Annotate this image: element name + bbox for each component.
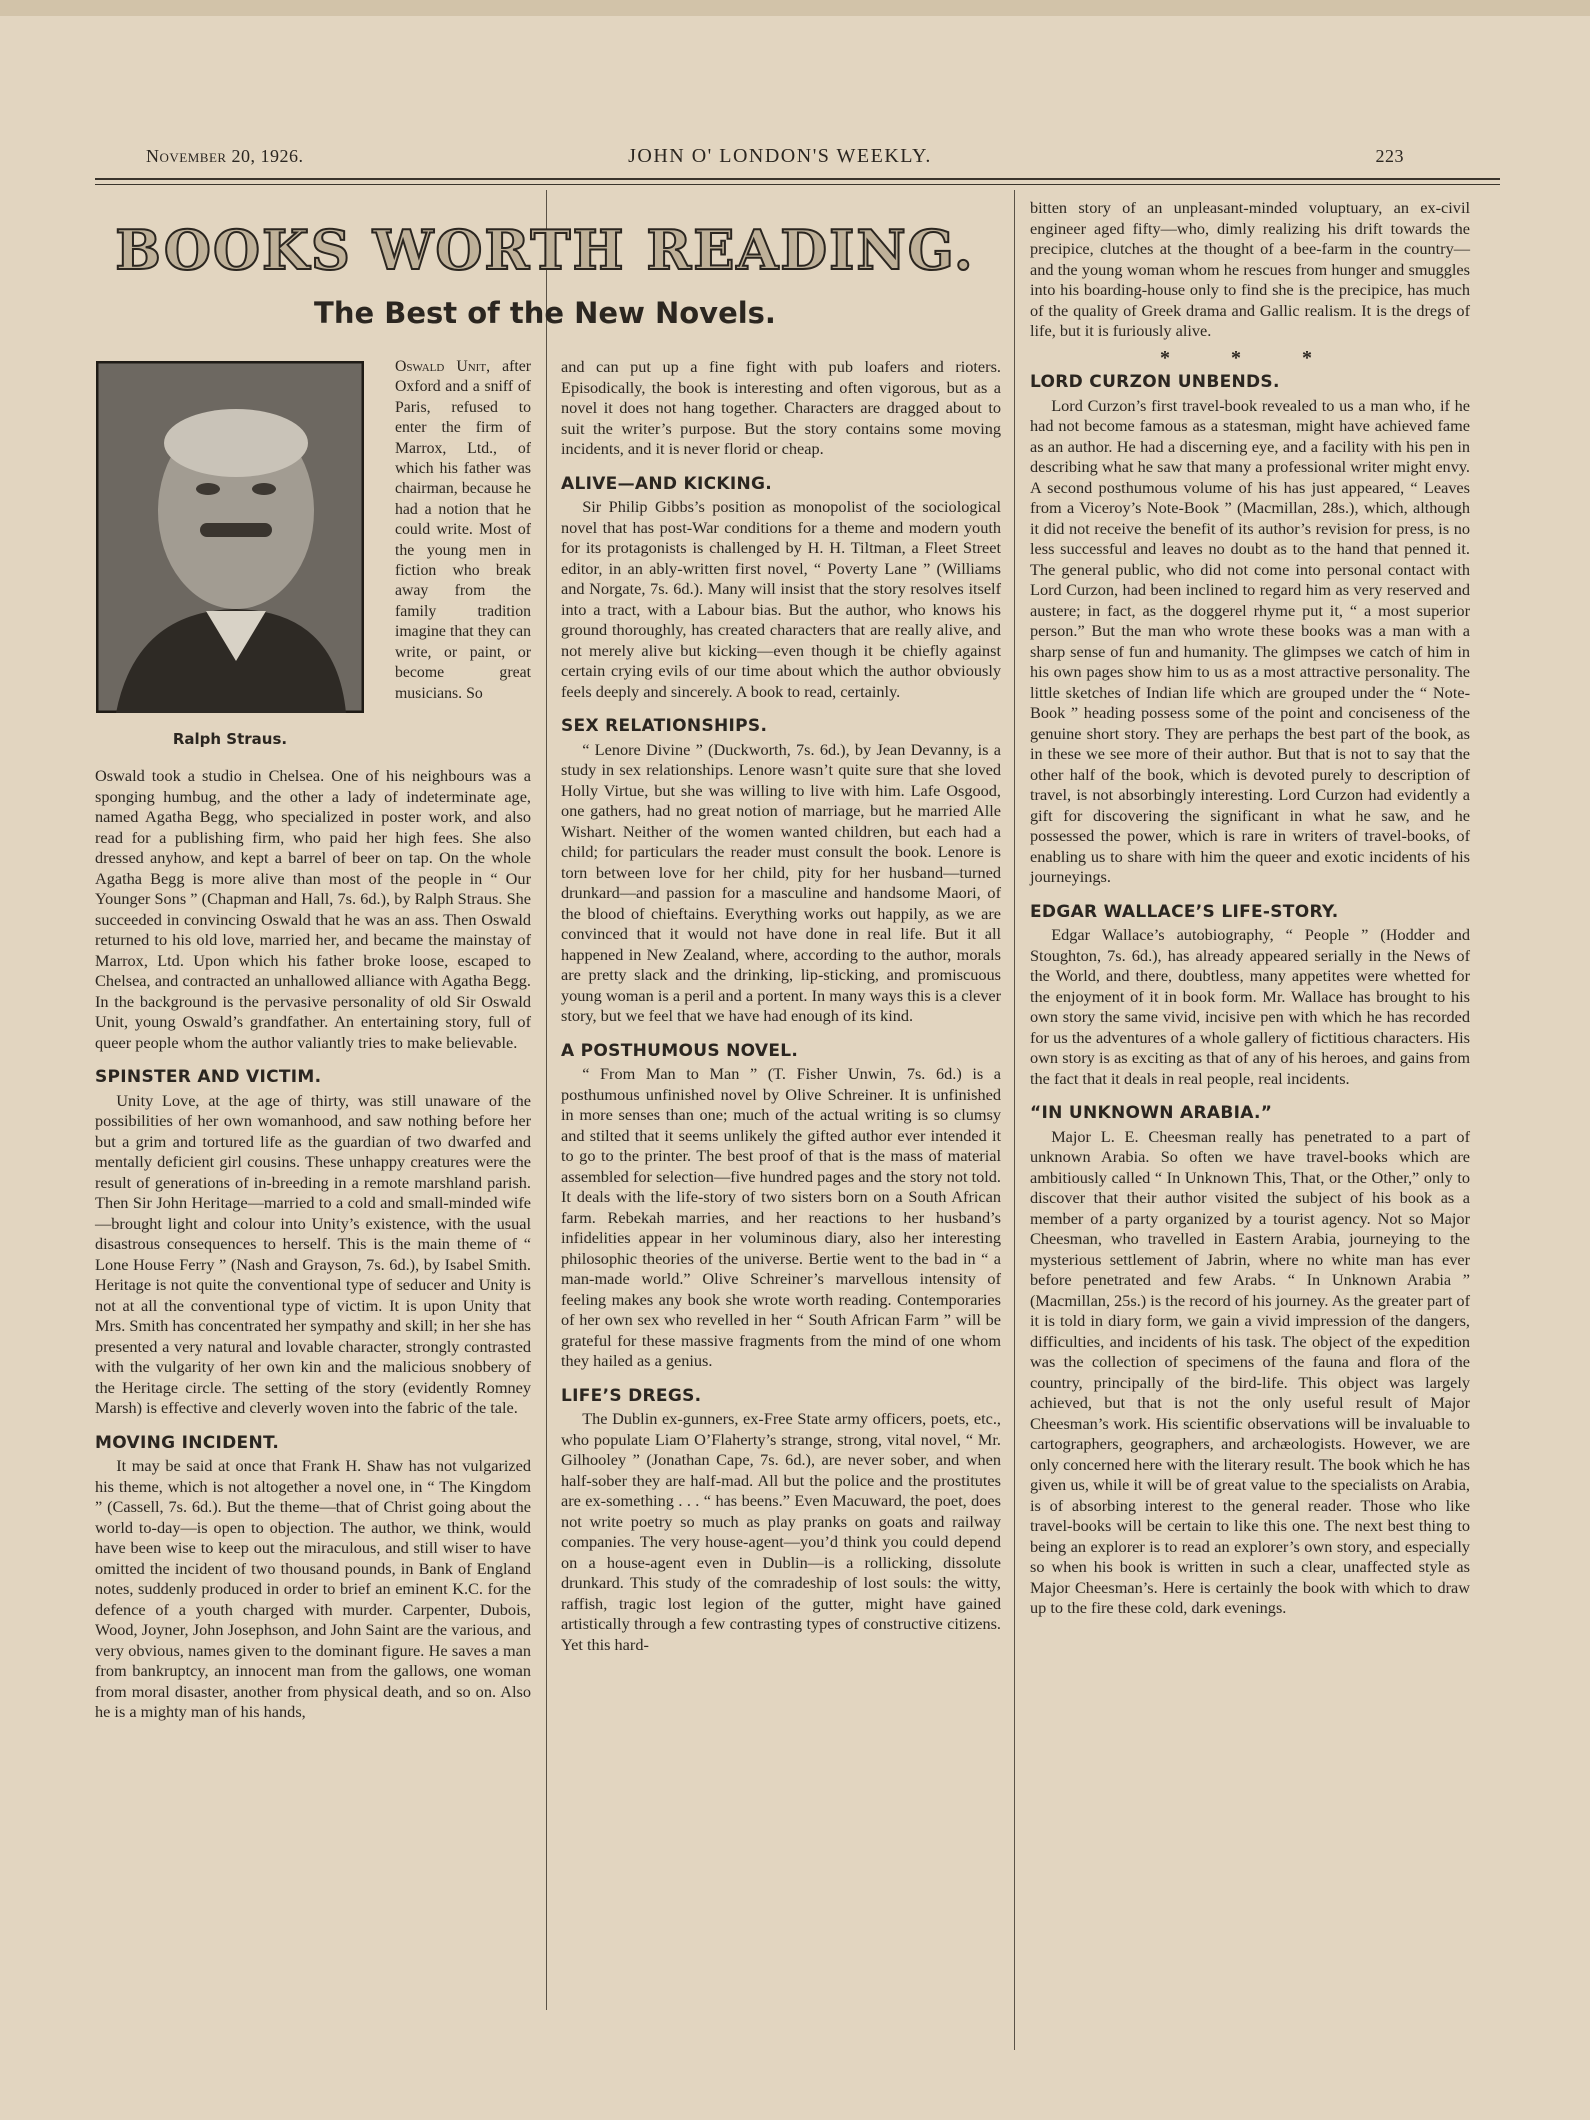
- column-divider-1: [546, 190, 547, 2010]
- column-1: [95, 766, 531, 1723]
- column-2: [561, 357, 1001, 1655]
- column-divider-2: [1014, 190, 1015, 2050]
- header-rule-thin: [95, 184, 1500, 185]
- body-wallace: Edgar Wallace’s autobiography, “ People ” (Hodder and Stoughton, 7s. 6d.), has already appeared serially in the News of the World, and there, doubtless, many appetites were whetted for the enjoyment of it in book form. Mr. Wallace has brought to his own story the same vivid, incisive pen with which he has recorded for us the adventures of a whole gallery of fictitious characters. His own story is as exciting as that of any of his heroes, and gains from the fact that it deals in real people, real incidents.: [1030, 925, 1470, 1088]
- heading-dregs: LIFE’S DREGS.: [561, 1385, 702, 1406]
- body-curzon: Lord Curzon’s first travel-book revealed to us a man who, if he had not become famous as a statesman, might have achieved fame as an author. He had a discerning eye, and a facility with his pen in describing what he saw that many a professional writer might envy. A second posthumous volume of his has just appeared, “ Leaves from a Viceroy’s Note-Book ” (Macmillan, 28s.), which, although it did not receive the benefit of its author’s revision for press, is no less successful and leaves no doubt as to the hand that penned it. The general public, who did not come into personal contact with Lord Curzon, had been inclined to regard him as very reserved and austere; in fact, as the doggerel rhyme put it, “ a most superior person.” But the man who wrote these books was a man with a sharp sense of fun and humanity. The glimpses we catch of him in his own pages show him to us as a most attractive personality. The little sketches of Indian life which are grouped under the “ Note-Book ” heading possess some of the point and conciseness of the genuine short story. They are perhaps the best part of the book, as in these we see more of their author. But that is not to say that the other half of the book, which is devoted purely to description of travel, is not absorbingly interesting. Lord Curzon had evidently a gift for discovering the significant in what he saw, and he possessed the power, which is rare in writers of travel-books, of enabling us to share with him the queer and exotic incidents of his journeyings.: [1030, 395, 1470, 886]
- heading-sex: SEX RELATIONSHIPS.: [561, 716, 768, 736]
- body-arabia: Major L. E. Cheesman really has penetrated to a part of unknown Arabia. So often we have travel-books which are ambitiously called “ In Unknown This, That, or the Other,” only to discover that their author visited the subject of his book as a member of a party organized by a tourist agency. Not so Major Cheesman, who travelled in Eastern Arabia, journeying to the mysterious settlement of Jabrin, where no white man has ever before penetrated and few Arabs. “ In Unknown Arabia ” (Macmillan, 25s.) is the record of his journey. As the greater part of it is told in diary form, we gain a vivid impression of the dangers, difficulties, and incidents of his task. The object of the expedition was the collection of specimens of the fauna and flora of the country, principally of the bird-life. This object was largely achieved, but that is not the only useful result of Major Cheesman’s work. His scientific observations will be invaluable to cartographers, geographers, and archæologists. However, we are only concerned here with the literary result. The book which he has given us, while it will be of great value to the specialists on Arabia, is of absorbing interest to the general reader. Those who like travel-books will be certain to like this one. The next best thing to being an explorer is to read an explorer’s own story, and especially so when his book is written in such a clear, unaffected style as Major Cheesman’s. Here is certainly the book with which to draw up to the fire these cold, dark evenings.: [1030, 1126, 1470, 1617]
- section-separator-stars: * * *: [1160, 346, 1340, 369]
- intro-wrap-paragraph: [395, 357, 531, 704]
- running-header: [140, 142, 1420, 170]
- body-moving-continued: and can put up a fine fight with pub loafers and rioters. Episodically, the book is interesting and often vigorous, but as a novel it does not hang together. Characters are dragged about to suit the writer’s purpose. But the story contains some moving incidents, and it is never florid or cheap.: [561, 357, 1001, 458]
- body-alive: Sir Philip Gibbs’s position as monopolist of the sociological novel that has post-War conditions for a theme and modern youth for its protagonists is challenged by H. H. Tiltman, a Fleet Street editor, in an ably-written first novel, “ Poverty Lane ” (Williams and Norgate, 7s. 6d.). Many will insist that the story resolves itself into a tract, with a Labour bias. But the author, who knows his ground thoroughly, has created characters that are really alive, and not merely alive but kicking—even though it be chiefly against certain crying evils of our time about which the author obviously feels deeply and sincerely. A book to read, certainly.: [561, 497, 1001, 701]
- header-journal-title: JOHN O' LONDON'S WEEKLY.: [628, 145, 932, 167]
- body-spinster: Unity Love, at the age of thirty, was still unaware of the possibilities of her own womanhood, and saw nothing before her but a grim and tortured life as the guardian of two dwarfed and mentally deficient girl cousins. These unhappy creatures were the result of generations of in-breeding in a remote marshland parish. Then Sir John Heritage—married to a cold and small-minded wife—brought light and colour into Unity’s existence, with the usual disastrous consequences to herself. This is the main theme of “ Lone House Ferry ” (Nash and Grayson, 7s. 6d.), by Isabel Smith. Heritage is not quite the conventional type of seducer and Unity is not at all the conventional type of victim. It is upon Unity that Mrs. Smith has concentrated her sympathy and skill; in her she has presented a very natural and lovable character, strongly contrasted with the vulgarity of her own kin and the malicious snobbery of the Heritage circle. The setting of the story (evidently Romney Marsh) is effective and cleverly woven into the fabric of the tale.: [95, 1090, 531, 1417]
- photo-caption: Ralph Straus.: [172, 730, 288, 748]
- intro-lead-in: Oswald Unit,: [395, 358, 491, 375]
- heading-curzon: LORD CURZON UNBENDS.: [1030, 372, 1280, 392]
- intro-wrap-column: [395, 357, 531, 704]
- author-portrait-image: [96, 361, 364, 713]
- column-3: [1030, 198, 1470, 1619]
- intro-continued: Oswald took a studio in Chelsea. One of his neighbours was a sponging humbug, and the other a lady of indeterminate age, named Agatha Begg, who specialized in poster work, and also read for a publishing firm, who paid her high fees. She also dressed anyhow, and kept a barrel of beer on tap. On the whole Agatha Begg is more alive than most of the people in “ Our Younger Sons ” (Chapman and Hall, 7s. 6d.), by Ralph Straus. She succeeded in convincing Oswald that he was an ass. Then Oswald returned to his old love, married her, and became the mainstay of Marrox, Ltd. Upon which his father broke loose, escaped to Chelsea, and contracted an unhallowed alliance with Agatha Begg. In the background is the pervasive personality of old Sir Oswald Unit, young Oswald’s grandfather. An entertaining story, full of queer people whom the author valiantly tries to make believable.: [95, 766, 531, 1052]
- page-headline: BOOKS WORTH READING.: [115, 218, 975, 282]
- heading-arabia: “IN UNKNOWN ARABIA.”: [1030, 1103, 1273, 1123]
- body-sex: “ Lenore Divine ” (Duckworth, 7s. 6d.), by Jean Devanny, is a study in sex relationships. Lenore wasn’t quite sure that she loved Holly Virtue, but she was willing to live with him. Lafe Osgood, one gathers, had no great notion of marriage, but he married Alle Wishart. Neither of the women wanted children, but each had a child; for particulars the reader must consult the book. Lenore is torn between love for her child, pity for her husband—turned drunkard—and passion for a masculine and handsome Maori, of the blood of chieftains. Everything works out happily, as we are convinced that it would not have done in real life. But it all happened in New Zealand, where, according to the author, morals are pretty slack and the drinking, lip-sticking, and promiscuous young woman is a peril and a portent. In many ways this is a clever story, but we feel that we have had enough of its kind.: [561, 739, 1001, 1025]
- header-page-number: 223: [1375, 146, 1404, 166]
- page-subheadline: The Best of the New Novels.: [314, 296, 776, 330]
- body-dregs: The Dublin ex-gunners, ex-Free State army officers, poets, etc., who populate Liam O’Flaherty’s strange, strong, vital novel, “ Mr. Gilhooley ” (Jonathan Cape, 7s. 6d.), are never sober, and when half-sober they are half-mad. All but the police and the prostitutes are ex-something . . . “ has beens.” Even Macuward, the poet, does not write poetry so much as play pranks on goats and railway companies. The very house-agent—you’d think you could depend on a house-agent even in Dublin—is a rollicking, dissolute drunkard. This study of the comradeship of lost souls: the witty, raffish, tragic lost legion of the gutter, might have gained artistically through a few contrasting types of constructive citizens. Yet this hard-: [561, 1409, 1001, 1654]
- body-dregs-continued: bitten story of an unpleasant-minded voluptuary, an ex-civil engineer aged fifty—who, dimly realizing his drift towards the precipice, clutches at the thought of a bee-farm in the country—and the young woman whom he rescues from hunger and smuggles into his boarding-house only to find she is the precipice, has much of the quality of Greek drama and Gallic realism. It is the dregs of life, but it is furiously alive.: [1030, 198, 1470, 340]
- heading-posthumous: A POSTHUMOUS NOVEL.: [561, 1040, 799, 1061]
- body-posthumous: “ From Man to Man ” (T. Fisher Unwin, 7s. 6d.) is a posthumous unfinished novel by Olive Schreiner. It is unfinished in more senses than one; much of the actual writing is so clumsy and stilted that it seems unlikely the gifted author ever intended it to go to the printer. The best proof of that is the mass of material assembled for selection—five hundred pages and the story not told. It deals with the life-story of two sisters born on a South African farm. Rebekah marries, and her reactions to her husband’s infidelities appear in her voluminous diary, also her interesting philosophic theories of the universe. Bertie went to the bad in “ a man-made world.” Olive Schreiner’s marvellous intensity of feeling makes any book she wrote worth reading. Contemporaries of her own sex who revelled in her “ South African Farm ” will be grateful for these massive fragments from the mind of one whom they hailed as a genius.: [561, 1064, 1001, 1370]
- heading-moving: MOVING INCIDENT.: [95, 1432, 280, 1453]
- intro-wrap-text: after Oxford and a sniff of Paris, refused to enter the firm of Marrox, Ltd., of which his father was chairman, because he had a notion that he could write. Most of the young men in fiction who break away from the family tradition imagine that they can write, or paint, or become great musicians. So: [395, 358, 531, 702]
- page-top-edge: [0, 0, 1590, 16]
- heading-alive: ALIVE—AND KICKING.: [561, 473, 773, 494]
- body-moving: It may be said at once that Frank H. Shaw has not vulgarized his theme, which is not altogether a novel one, in “ The Kingdom ” (Cassell, 7s. 6d.). But the theme—that of Christ going about the world to-day—is open to objection. The author, we think, would have been wise to keep out the miraculous, and still wiser to have omitted the incident of two thousand pounds, in Bank of England notes, suddenly produced in order to brief an eminent K.C. for the defence of a youth charged with murder. Carpenter, Dubois, Wood, Joyner, John Josephson, and John Saint are the various, and very obvious, names given to the dominant figure. He saves a man from bankruptcy, an innocent man from the gallows, one woman from moral disaster, another from physical death, and so on. Also he is a mighty man of his hands,: [95, 1456, 531, 1721]
- author-photo: [96, 361, 364, 713]
- heading-wallace: EDGAR WALLACE’S LIFE-STORY.: [1030, 901, 1339, 922]
- header-date: November 20, 1926.: [146, 146, 304, 166]
- heading-spinster: SPINSTER AND VICTIM.: [95, 1067, 322, 1087]
- header-rule-thick: [95, 178, 1500, 180]
